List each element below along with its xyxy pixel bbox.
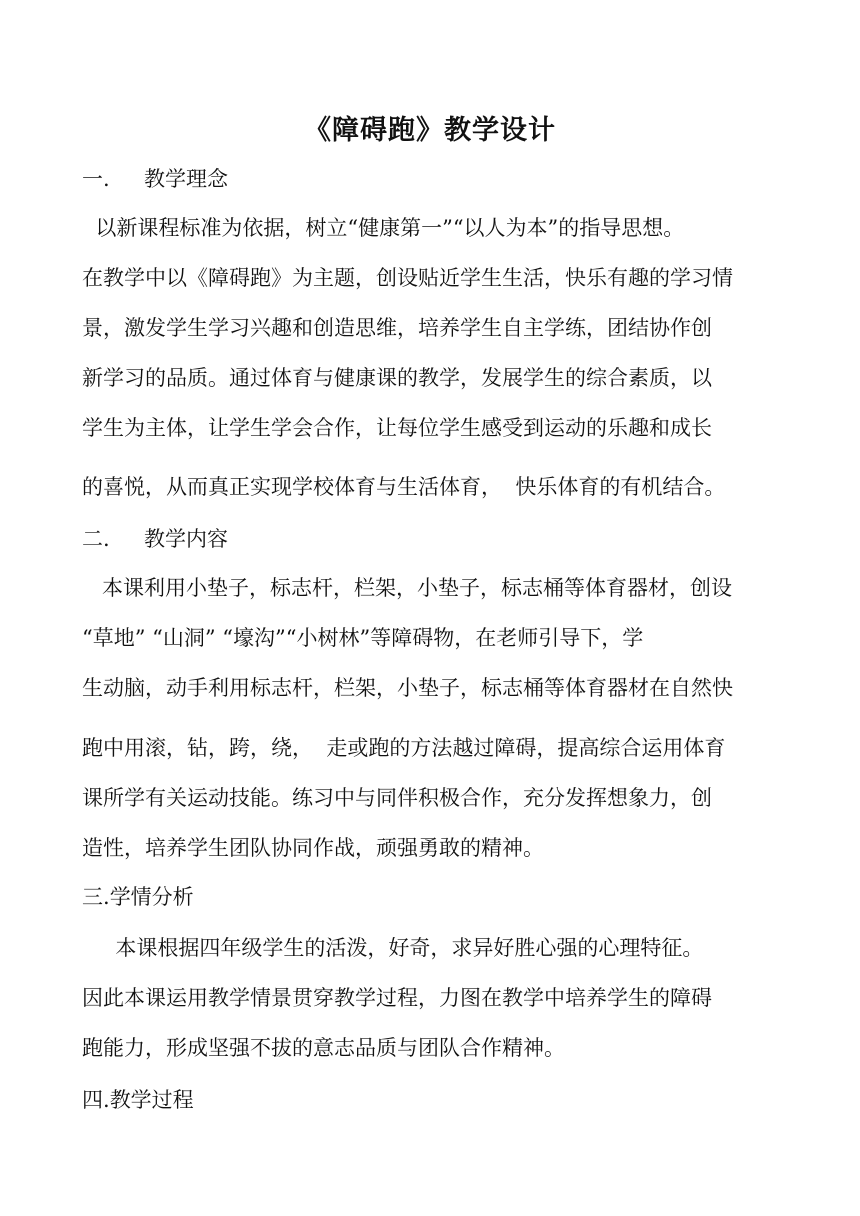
section-title: 教学理念 xyxy=(144,167,228,191)
paragraph-line: 以新课程标准为依据，树立“健康第一”“以人为本”的指导思想。 xyxy=(82,216,685,240)
paragraph-line: 生动脑，动手利用标志杆，栏架，小垫子，标志桶等体育器材在自然快 xyxy=(82,676,733,700)
paragraph-line: 学生为主体，让学生学会合作，让每位学生感受到运动的乐趣和成长 xyxy=(82,416,712,440)
document-title: 《障碍跑》教学设计 xyxy=(304,115,556,146)
paragraph-line: 景，激发学生学习兴趣和创造思维，培养学生自主学练，团结协作创 xyxy=(82,316,712,340)
section-heading-2 xyxy=(82,524,228,554)
paragraph-line: 本课利用小垫子，标志杆，栏架，小垫子，标志桶等体育器材，创设 xyxy=(82,576,733,600)
section-title: 教学过程 xyxy=(109,1088,194,1112)
paragraph-line: 在教学中以《障碍跑》为主题，创设贴近学生生活，快乐有趣的学习情 xyxy=(82,266,733,290)
section-heading-4 xyxy=(82,1085,194,1115)
paragraph-line: “草地” “山洞” “壕沟”“小树林”等障碍物，在老师引导下，学 xyxy=(82,626,644,650)
section-title: 学情分析 xyxy=(109,885,194,909)
section-number: 三. xyxy=(82,885,110,909)
section-number: 一. xyxy=(82,167,110,191)
section-number: 四. xyxy=(82,1088,110,1112)
paragraph-line: 造性，培养学生团队协同作战，顽强勇敢的精神。 xyxy=(82,836,544,860)
paragraph-line: 跑能力，形成坚强不拔的意志品质与团队合作精神。 xyxy=(82,1036,565,1060)
section-heading-3 xyxy=(82,882,194,912)
section-number: 二. xyxy=(82,527,110,551)
paragraph-line: 新学习的品质。通过体育与健康课的教学，发展学生的综合素质，以 xyxy=(82,366,712,390)
section-heading-1 xyxy=(82,164,228,194)
section-title: 教学内容 xyxy=(144,527,228,551)
paragraph-line: 因此本课运用教学情景贯穿教学过程，力图在教学中培养学生的障碍 xyxy=(82,986,712,1010)
paragraph-line: 的喜悦，从而真正实现学校体育与生活体育， 快乐体育的有机结合。 xyxy=(82,475,726,499)
paragraph-line: 跑中用滚，钻，跨，绕， 走或跑的方法越过障碍，提高综合运用体育 xyxy=(82,736,726,760)
paragraph-line: 本课根据四年级学生的活泼，好奇，求异好胜心强的心理特征。 xyxy=(82,936,704,960)
paragraph-line: 课所学有关运动技能。练习中与同伴积极合作，充分发挥想象力，创 xyxy=(82,786,712,810)
